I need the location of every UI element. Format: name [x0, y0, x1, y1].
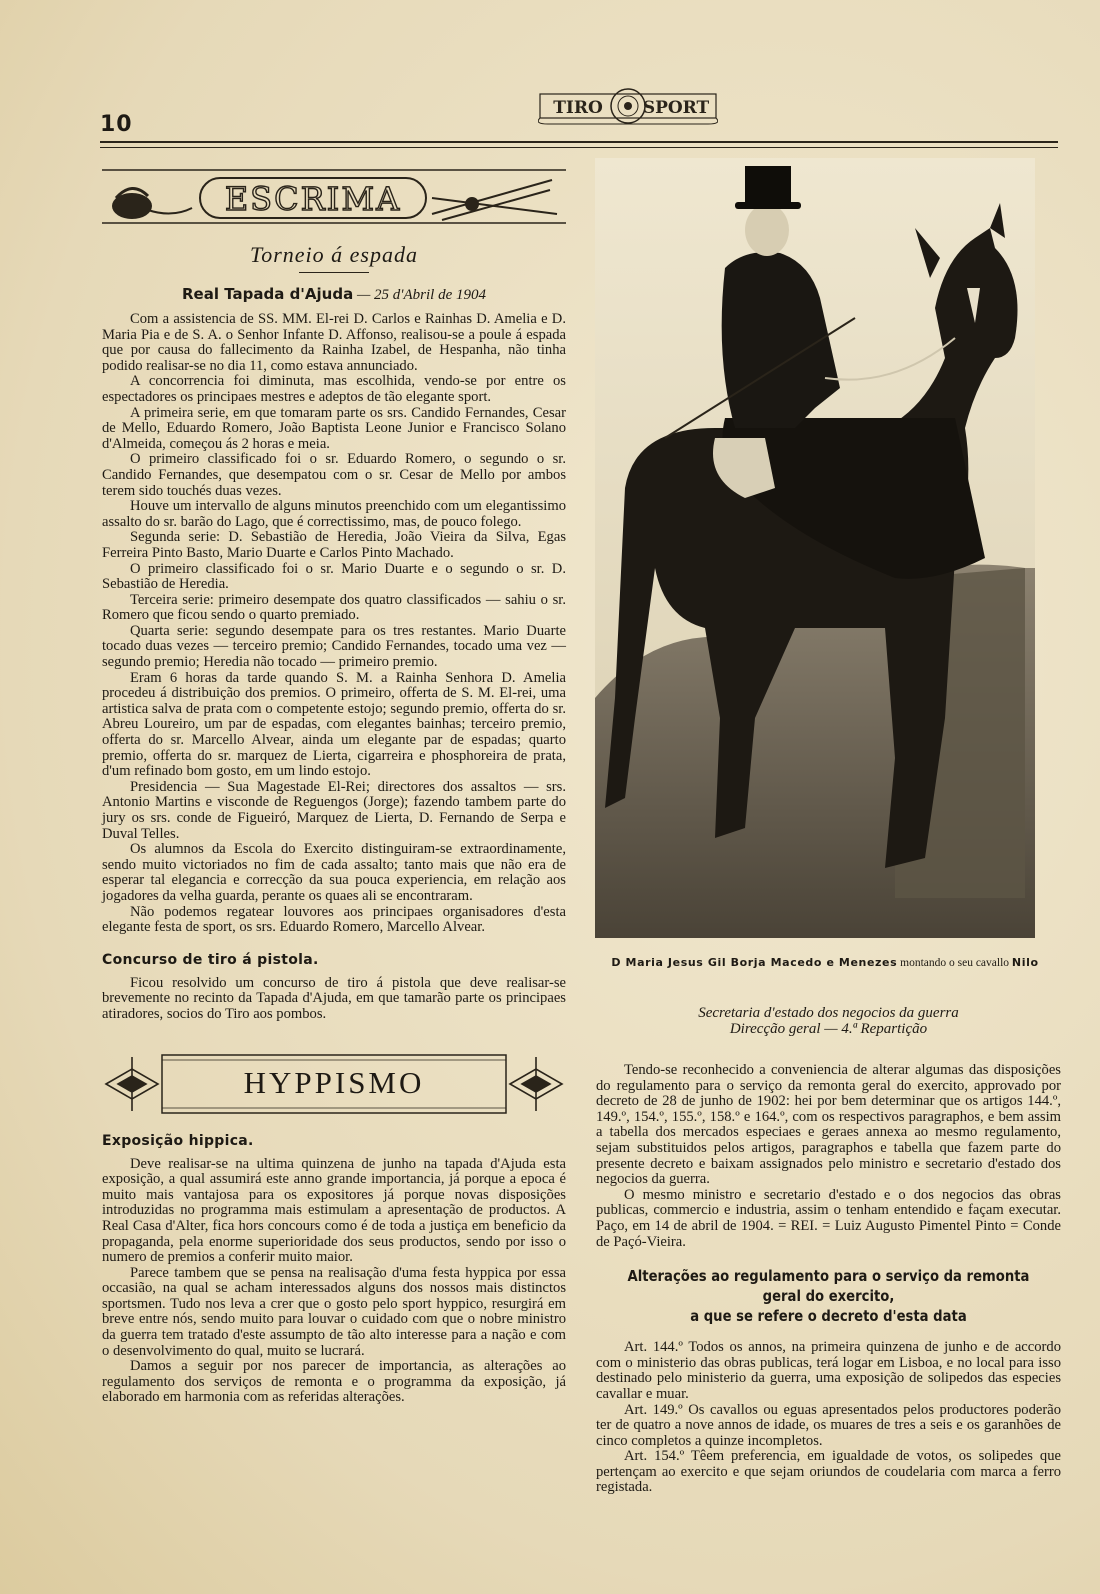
- dateline-date: — 25 d'Abril de 1904: [356, 287, 486, 303]
- photo-horsewoman: [595, 158, 1035, 938]
- crossed-swords-icon: [432, 180, 557, 220]
- paragraph: Deve realisar-se na ultima quinzena de junho na tapada d'Ajuda esta exposição, a qual assumirá este anno grande importancia, já porque a epoca é muito mais vantajosa para os expositores já porque novas disposições introduzidas no programma mais estimulam a apresentação de productos. A Real Casa d'Alter, fica hors concours como é de toda a justiça em beneficio da propaganda, pela enorme superioridade dos seus productos, sendo por isso o numero de premios a conferir muito maior.: [102, 1155, 566, 1266]
- paragraph: O mesmo ministro e secretario d'estado e o dos negocios das obras publicas, commercio e industria, assim o tenham entendido e façam executar. Paço, em 14 de abril de 1904. = REI. = Luiz Augusto Pimentel Pinto = Conde de Paçó-Vieira.: [596, 1186, 1061, 1250]
- paragraph: Com a assistencia de SS. MM. El-rei D. Carlos e Rainhas D. Amelia e D. Maria Pia e de S. A. o Senhor Infante D. Affonso, realisou-se a poule á espada que por causa do fallecimento da Rainha Izabel, de Hespanha, não tinha podido realisar-se no dia 11, como estava annunciado.: [102, 311, 566, 374]
- left-column: [102, 168, 566, 1406]
- paragraph: Ficou resolvido um concurso de tiro á pistola que deve realisar-se brevemente no recinto da Tapada d'Ajuda, em que tamarão parte os principaes atiradores, socios do Tiro aos pombos.: [102, 974, 566, 1022]
- caption-name: D Maria Jesus Gil Borja Macedo e Menezes: [611, 956, 898, 969]
- svg-text:SPORT: SPORT: [642, 98, 710, 118]
- masthead-logo: [538, 84, 718, 128]
- ornament-left-icon: [106, 1057, 158, 1111]
- caption-text: montando o seu cavallo: [897, 957, 1012, 969]
- hyppismo-title: HYPPISMO: [243, 1064, 425, 1100]
- dateline: [102, 285, 566, 304]
- escrima-body: [102, 312, 566, 936]
- caption-horse: Nilo: [1011, 956, 1039, 969]
- paragraph: Os alumnos da Escola do Exercito distinguiram-se extraordinamente, sendo muito victoriados no fim de cada assalto; tanto mais que não era de esperar tal elegancia e correcção da sua pouca experiencia, em relação aos jogadores da velha guarda, perante os quaes ali se encontraram.: [102, 841, 566, 904]
- paragraph: Parece tambem que se pensa na realisação d'uma festa hyppica por essa occasião, na qual se acham interessados alguns dos nossos mais distinctos sportsmen. Tudo nos leva a crer que o gosto pelo sport hyppico, resurgirá em breve entre nós, sendo muito para louvar o cuidado com que o nobre ministro da guerra tem tratado d'este assumpto de tão alto interesse para a nação e com o desenvolvimento do qual, muito se lucrará.: [102, 1264, 566, 1359]
- paragraph: Terceira serie: primeiro desempate dos quatro classificados — sahiu o sr. Romero que ficou sendo o quarto premiado.: [102, 591, 566, 624]
- paragraph: O primeiro classificado foi o sr. Mario Duarte e o segundo o sr. D. Sebastião de Heredia.: [102, 560, 566, 593]
- paragraph: Tendo-se reconhecido a conveniencia de alterar algumas das disposições do regulamento para o serviço da remonta geral do exercito, approvado por decreto de 28 de junho de 1902: hei por bem determinar que os artigos 144.º, 149.º, 154.º, 155.º, 158.º e 164.º, com os respectivos paragraphos, e bem assim a tabella dos mercados especiaes e geraes annexa ao mesmo regulamento, sejam substituidos pelos artigos, paragraphos e tabella que fazem parte do presente decreto e baixam assignados pelo ministro e secretario d'estado dos negocios da guerra.: [596, 1062, 1061, 1188]
- page-number: 10: [100, 112, 133, 137]
- ornament-right-icon: [510, 1057, 562, 1111]
- article: Art. 144.º Todos os annos, na primeira quinzena de junho e de accordo com o ministerio das obras publicas, terá logar em Lisboa, e no local para isso destinado pelo ministerio da guerra, uma exposição de solipedos das especies cavallar e muar.: [596, 1339, 1061, 1402]
- paragraph: Quarta serie: segundo desempate para os tres restantes. Mario Duarte tocado duas vezes — terceiro premio; Candido Fernandes, tocado uma vez — segundo premio; Heredia não tocado — primeiro premio.: [102, 622, 566, 671]
- title-rule: [299, 272, 369, 273]
- svg-text:ESCRIMA: ESCRIMA: [224, 180, 402, 218]
- dateline-place: Real Tapada d'Ajuda: [182, 285, 354, 303]
- hyppismo-heading: Exposição hippica.: [102, 1132, 254, 1149]
- right-column: [596, 1005, 1061, 1496]
- paragraph: Presidencia — Sua Magestade El-Rei; directores dos assaltos — srs. Antonio Martins e visconde de Reguengos (Jorge); fazendo tambem parte do jury os srs. conde de Figueiró, Marquez de Lierta, D. Fernando de Serpa e Duval Telles.: [102, 778, 566, 842]
- section-title: Torneio á espada: [250, 242, 418, 267]
- header-rule: [100, 141, 1058, 148]
- ministry-header: [596, 1005, 1061, 1037]
- paragraph: Segunda serie: D. Sebastião de Heredia, João Vieira da Silva, Egas Ferreira Pinto Basto, Mario Duarte e Carlos Pinto Machado.: [102, 529, 566, 561]
- tiro-heading: Concurso de tiro á pistola.: [102, 951, 319, 968]
- paragraph: A concorrencia foi diminuta, mas escolhida, vendo-se por entre os espectadores os principaes mestres e adeptos de tão elegante sport.: [102, 373, 566, 405]
- paragraph: O primeiro classificado foi o sr. Eduardo Romero, o segundo o sr. Candido Fernandes, que desempatou com o sr. Cesar de Mello por ambos terem sido touchés duas vezes.: [102, 451, 566, 499]
- article: Art. 149.º Os cavallos ou eguas apresentados pelos productores poderão ter de quatro a nove annos de idade, os muares de tres a seis e os garanhões de cinco completos a quinze incompletos.: [596, 1401, 1061, 1449]
- paragraph: Eram 6 horas da tarde quando S. M. a Rainha Senhora D. Amelia procedeu á distribuição dos premios. O primeiro, offerta de S. M. El-rei, uma artistica salva de prata com o competente estojo; segundo premio, offerta do sr. Abreu Loureiro, um par de espadas, com elegantes bainhas; terceiro premio, offerta do sr. Marcello Alvear, ainda um elegante par de espadas; quarto premio, offerta do sr. marquez de Lierta, cigarreira e phosphoreira de prata, d'um refinado bom gosto, em um lindo estojo.: [102, 669, 566, 780]
- fencing-mask-icon: [112, 188, 192, 219]
- paragraph: Não podemos regatear louvores aos principaes organisadores d'esta elegante festa de sport, os srs. Eduardo Romero, Marcello Alvear.: [102, 903, 566, 936]
- paragraph: Damos a seguir por nos parecer de importancia, as alterações ao regulamento dos serviços de remonta e o programma da exposição, já elaborado em harmonia com as referidas alterações.: [102, 1358, 566, 1406]
- ministry-line: Secretaria d'estado dos negocios da guerra: [698, 1005, 959, 1021]
- paragraph: Houve um intervallo de alguns minutos preenchido com um elegantissimo assalto do sr. barão do Lago, que é correctissimo, mas, de pouco folego.: [102, 498, 566, 530]
- hyppismo-banner: [102, 1049, 566, 1119]
- paragraph: A primeira serie, em que tomaram parte os srs. Candido Fernandes, Cesar de Mello, Eduardo Romero, João Baptista Leone Junior e Francisco Solano d'Almeida, começou ás 2 horas e meia.: [102, 404, 566, 452]
- photo-caption: [590, 956, 1060, 969]
- article: Art. 154.º Têem preferencia, em igualdade de votos, os solipedes que pertençam ao exercito e que sejam oriundos de coudelaria com marca a ferro registada.: [596, 1448, 1061, 1496]
- svg-text:TIRO: TIRO: [553, 98, 603, 118]
- alteracoes-heading: [624, 1266, 1033, 1326]
- alteracoes-heading-line: Alterações ao regulamento para o serviço da remonta geral do exercito,: [627, 1267, 1030, 1306]
- ministry-line: Direcção geral — 4.ª Repartição: [729, 1021, 928, 1037]
- alteracoes-heading-line: a que se refere o decreto d'esta data: [690, 1307, 967, 1326]
- escrima-banner: [102, 168, 566, 228]
